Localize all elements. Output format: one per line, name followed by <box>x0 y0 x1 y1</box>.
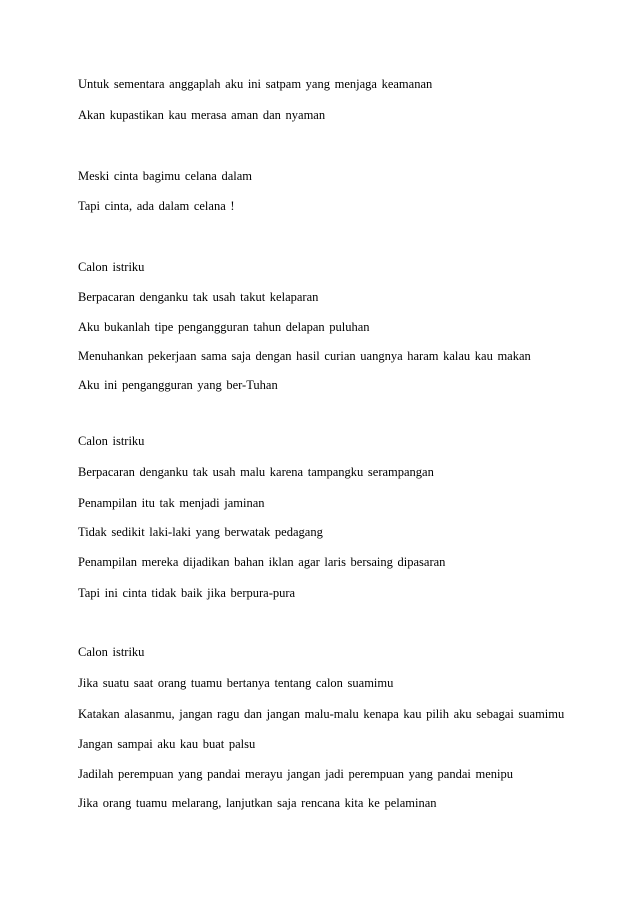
poem-line: Tapi ini cinta tidak baik jika berpura-pura <box>78 586 296 600</box>
poem-line: Akan kupastikan kau merasa aman dan nyaman <box>78 108 326 122</box>
poem-line: Tidak sedikit laki-laki yang berwatak pedagang <box>78 525 323 539</box>
poem-line: Tapi cinta, ada dalam celana ! <box>78 199 235 213</box>
poem-line: Untuk sementara anggaplah aku ini satpam yang menjaga keamanan <box>78 77 433 91</box>
poem-line: Katakan alasanmu, jangan ragu dan jangan malu-malu kenapa kau pilih aku sebagai suamimu <box>78 707 565 721</box>
poem-line: Aku ini pengangguran yang ber-Tuhan <box>78 378 278 392</box>
poem-line: Berpacaran denganku tak usah takut kelaparan <box>78 290 319 304</box>
poem-line: Jika orang tuamu melarang, lanjutkan saja rencana kita ke pelaminan <box>78 796 437 810</box>
poem-line: Berpacaran denganku tak usah malu karena tampangku serampangan <box>78 465 434 479</box>
stanza-heading: Calon istriku <box>78 260 145 274</box>
poem-line: Jangan sampai aku kau buat palsu <box>78 737 256 751</box>
poem-line: Penampilan itu tak menjadi jaminan <box>78 496 265 510</box>
poem-line: Menuhankan pekerjaan sama saja dengan hasil curian uangnya haram kalau kau makan <box>78 349 531 363</box>
poem-line: Jadilah perempuan yang pandai merayu jangan jadi perempuan yang pandai menipu <box>78 767 513 781</box>
stanza-heading: Calon istriku <box>78 645 145 659</box>
poem-line: Meski cinta bagimu celana dalam <box>78 169 252 183</box>
poem-line: Aku bukanlah tipe pengangguran tahun delapan puluhan <box>78 320 370 334</box>
stanza-heading: Calon istriku <box>78 434 145 448</box>
poem-line: Jika suatu saat orang tuamu bertanya tentang calon suamimu <box>78 676 394 690</box>
poem-line: Penampilan mereka dijadikan bahan iklan agar laris bersaing dipasaran <box>78 555 446 569</box>
